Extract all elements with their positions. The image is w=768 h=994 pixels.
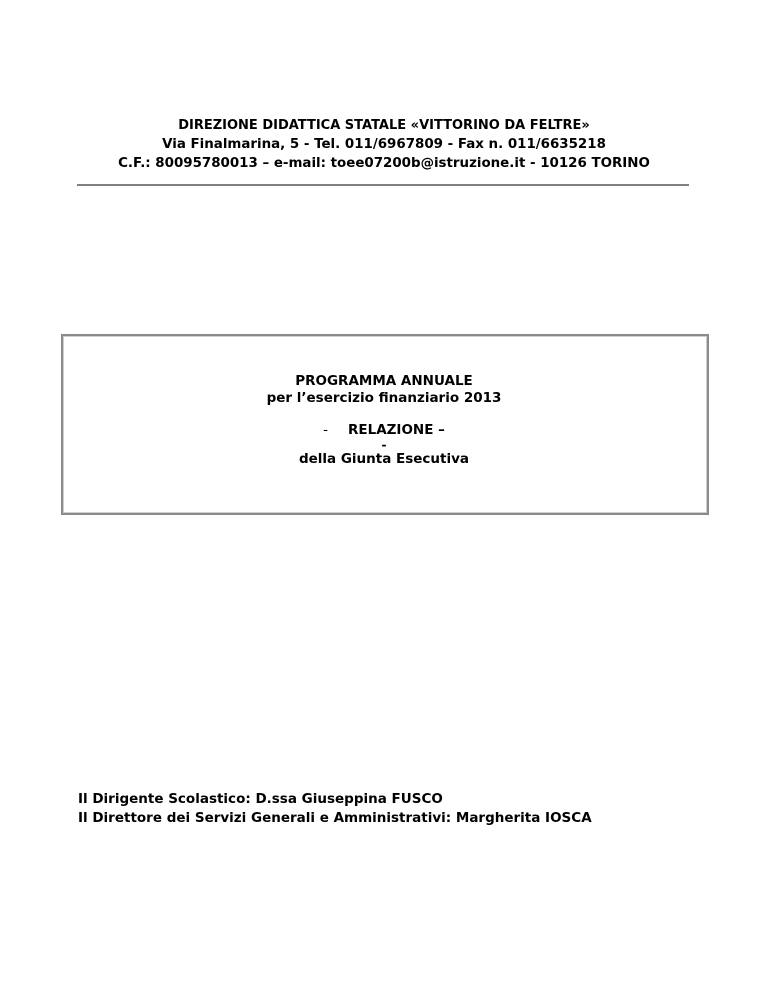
signatories: [78, 790, 592, 828]
relazione-bullet: -: [323, 422, 328, 438]
letterhead: [0, 116, 768, 173]
separator-dash: -: [381, 438, 387, 452]
relazione-row: [0, 422, 768, 439]
document-title: PROGRAMMA ANNUALE: [295, 373, 473, 389]
giunta-label: della Giunta Esecutiva: [298, 451, 470, 467]
school-address: Via Finalmarina, 5 - Tel. 011/6967809 - Fax n. 011/6635218: [162, 137, 606, 152]
direttore-line: Il Direttore dei Servizi Generali e Amministrativi: Margherita IOSCA: [78, 810, 592, 826]
header-divider: [77, 184, 689, 186]
dirigente-line: Il Dirigente Scolastico: D.ssa Giuseppina FUSCO: [78, 791, 443, 807]
title-box-content: [0, 373, 768, 467]
school-name: DIREZIONE DIDATTICA STATALE «VITTORINO DA FELTRE»: [178, 118, 590, 133]
document-subtitle: per l’esercizio finanziario 2013: [266, 390, 502, 406]
relazione-label: RELAZIONE –: [347, 422, 445, 438]
school-codes: C.F.: 80095780013 – e-mail: toee07200b@istruzione.it - 10126 TORINO: [118, 156, 650, 171]
